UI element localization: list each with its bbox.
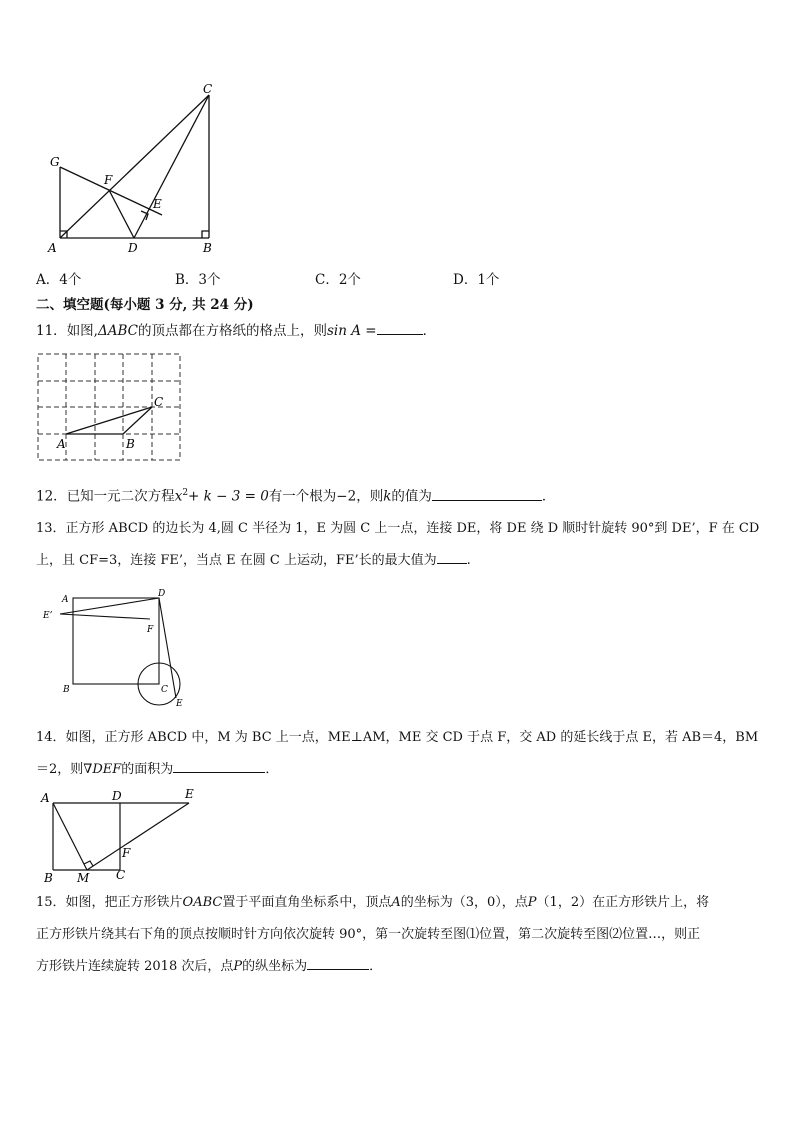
- label-M: M: [77, 871, 90, 885]
- label-A: A: [48, 241, 57, 255]
- label-B: B: [203, 241, 212, 255]
- question-13-line1: 13．正方形 ABCD 的边长为 4,圆 C 半径为 1，E 为圆 C 上一点，连接 DE，将 DE 绕 D 顺时针旋转 90°到 DE’，F 在 CD: [36, 521, 760, 536]
- option-c[interactable]: C．2个: [315, 272, 361, 288]
- label-E: E: [185, 787, 194, 801]
- label-B: B: [44, 871, 53, 885]
- section-heading: 二、填空题(每小题 3 分, 共 24 分): [36, 297, 254, 313]
- figure-q10: [40, 80, 230, 260]
- option-d[interactable]: D．1个: [453, 272, 500, 288]
- label-A: A: [41, 791, 50, 805]
- label-G: G: [50, 155, 60, 169]
- figure-q14: [36, 786, 206, 886]
- question-14-line1: 14．如图，正方形 ABCD 中，M 为 BC 上一点，ME⊥AM，ME 交 CD 于点 F，交 AD 的延长线于点 E，若 AB＝4，BM: [36, 730, 759, 745]
- label-B: B: [63, 685, 70, 695]
- question-13-line2: 上，且 CF=3，连接 FE’，当点 E 在圆 C 上运动，FE’长的最大值为 .: [36, 553, 471, 568]
- label-D: D: [112, 789, 122, 803]
- answer-blank-11[interactable]: [377, 322, 423, 335]
- label-C: C: [154, 395, 164, 409]
- label-E: E: [176, 699, 183, 709]
- answer-blank-14[interactable]: [173, 760, 265, 773]
- question-15-line2: 正方形铁片绕其右下角的顶点按顺时针方向依次旋转 90°，第一次旋转至图⑴位置，第二次旋转至图⑵位置…，则正: [36, 927, 701, 942]
- label-F: F: [147, 625, 154, 635]
- label-E: E: [153, 197, 162, 211]
- label-D: D: [128, 241, 138, 255]
- label-D: D: [158, 589, 166, 599]
- answer-blank-12[interactable]: [432, 488, 542, 501]
- label-F: F: [104, 173, 113, 187]
- label-A: A: [62, 595, 69, 605]
- answer-blank-15[interactable]: [307, 957, 369, 970]
- grid-figure-q11: [36, 352, 186, 464]
- question-12: 12．已知一元二次方程$x^2+ k - 3 = 0$有一个根为−2，则k的值为 ．: [36, 488, 556, 505]
- label-B: B: [126, 437, 135, 451]
- label-F: F: [122, 846, 131, 860]
- label-C: C: [116, 868, 126, 882]
- question-14-line2: ＝2，则∇DEF的面积为 ．: [36, 762, 279, 777]
- label-C: C: [161, 685, 168, 695]
- option-b[interactable]: B．3个: [175, 272, 221, 288]
- question-15-line1: 15．如图，把正方形铁片OABC置于平面直角坐标系中，顶点A的坐标为（3，0），点P（1，2）在正方形铁片上，将: [36, 895, 710, 910]
- label-E-prime: E’: [43, 611, 53, 621]
- option-a[interactable]: A．4个: [36, 272, 82, 288]
- figure-q13: [40, 588, 190, 710]
- label-A: A: [57, 437, 66, 451]
- label-C: C: [203, 82, 213, 96]
- question-15-line3: 方形铁片连续旋转 2018 次后，点P的纵坐标为 ．: [36, 959, 383, 974]
- question-11: 11．如图,ΔABC的顶点都在方格纸的格点上，则sin A = ．: [36, 323, 437, 339]
- answer-blank-13[interactable]: [437, 551, 467, 564]
